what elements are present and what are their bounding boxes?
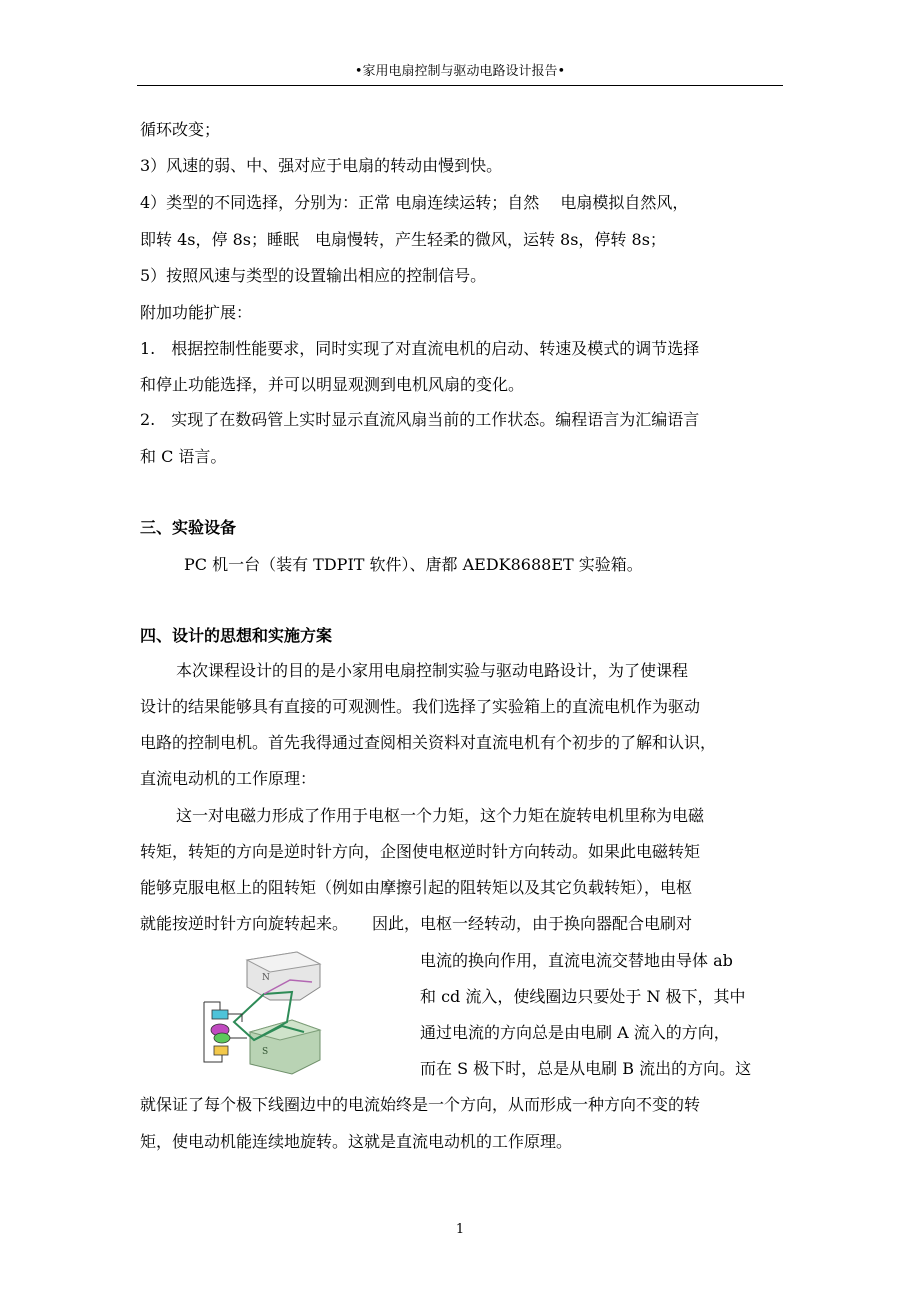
page-header: •家用电扇控制与驱动电路设计报告• <box>354 64 566 79</box>
text-line: 电路的控制电机。首先我得通过查阅相关资料对直流电机有个初步的了解和认识， <box>140 733 717 752</box>
text-line: 而在 S 极下时，总是从电刷 B 流出的方向。这 <box>420 1059 752 1078</box>
text-line: 设计的结果能够具有直接的可观测性。我们选择了实验箱上的直流电机作为驱动 <box>140 697 701 716</box>
text-line: 5）按照风速与类型的设置输出相应的控制信号。 <box>140 266 487 285</box>
page-number: 1 <box>455 1222 465 1237</box>
header-divider <box>137 85 783 86</box>
text-line: 和 C 语言。 <box>140 447 227 466</box>
text-line: 2. 实现了在数码管上实时显示直流风扇当前的工作状态。编程语言为汇编语言 <box>140 410 700 429</box>
text-line: 本次课程设计的目的是小家用电扇控制实验与驱动电路设计，为了使课程 <box>176 661 689 680</box>
text-line: 即转 4s，停 8s；睡眠 电扇慢转，产生轻柔的微风，运转 8s，停转 8s； <box>140 230 666 249</box>
text-line: 就能按逆时针方向旋转起来。 因此，电枢一经转动，由于换向器配合电刷对 <box>140 914 693 933</box>
text-line: 4）类型的不同选择，分别为：正常 电扇连续运转；自然 电扇模拟自然风， <box>140 193 689 212</box>
text-line: 这一对电磁力形成了作用于电枢一个力矩，这个力矩在旋转电机里称为电磁 <box>176 806 705 825</box>
n-pole-label: N <box>262 973 270 983</box>
text-line: 转矩，转矩的方向是逆时针方向，企图使电枢逆时针方向转动。如果此电磁转矩 <box>140 842 701 861</box>
text-line: PC 机一台（装有 TDPIT 软件）、唐都 AEDK8688ET 实验箱。 <box>184 555 643 574</box>
text-line: 电流的换向作用，直流电流交替地由导体 ab <box>420 951 733 970</box>
text-line: 通过电流的方向总是由电刷 A 流入的方向， <box>420 1023 730 1042</box>
text-line: 能够克服电枢上的阻转矩（例如由摩擦引起的阻转矩以及其它负载转矩），电枢 <box>140 878 693 897</box>
text-line: 1. 根据控制性能要求，同时实现了对直流电机的启动、转速及模式的调节选择 <box>140 339 700 358</box>
section-heading-equipment: 三、实验设备 <box>140 518 237 537</box>
text-line: 和 cd 流入，使线圈边只要处于 N 极下，其中 <box>420 987 746 1006</box>
text-line: 和停止功能选择，并可以明显观测到电机风扇的变化。 <box>140 375 525 394</box>
text-line: 就保证了每个极下线圈边中的电流始终是一个方向，从而形成一种方向不变的转 <box>140 1095 701 1114</box>
text-line: 附加功能扩展： <box>140 303 253 322</box>
s-pole-label: S <box>262 1047 269 1057</box>
dc-motor-diagram <box>192 942 332 1082</box>
text-line: 直流电动机的工作原理： <box>140 769 317 788</box>
text-line: 矩，使电动机能连续地旋转。这就是直流电动机的工作原理。 <box>140 1132 573 1151</box>
text-line: 循环改变； <box>140 120 221 139</box>
text-line: 3）风速的弱、中、强对应于电扇的转动由慢到快。 <box>140 156 503 175</box>
section-heading-design: 四、设计的思想和实施方案 <box>140 626 333 645</box>
